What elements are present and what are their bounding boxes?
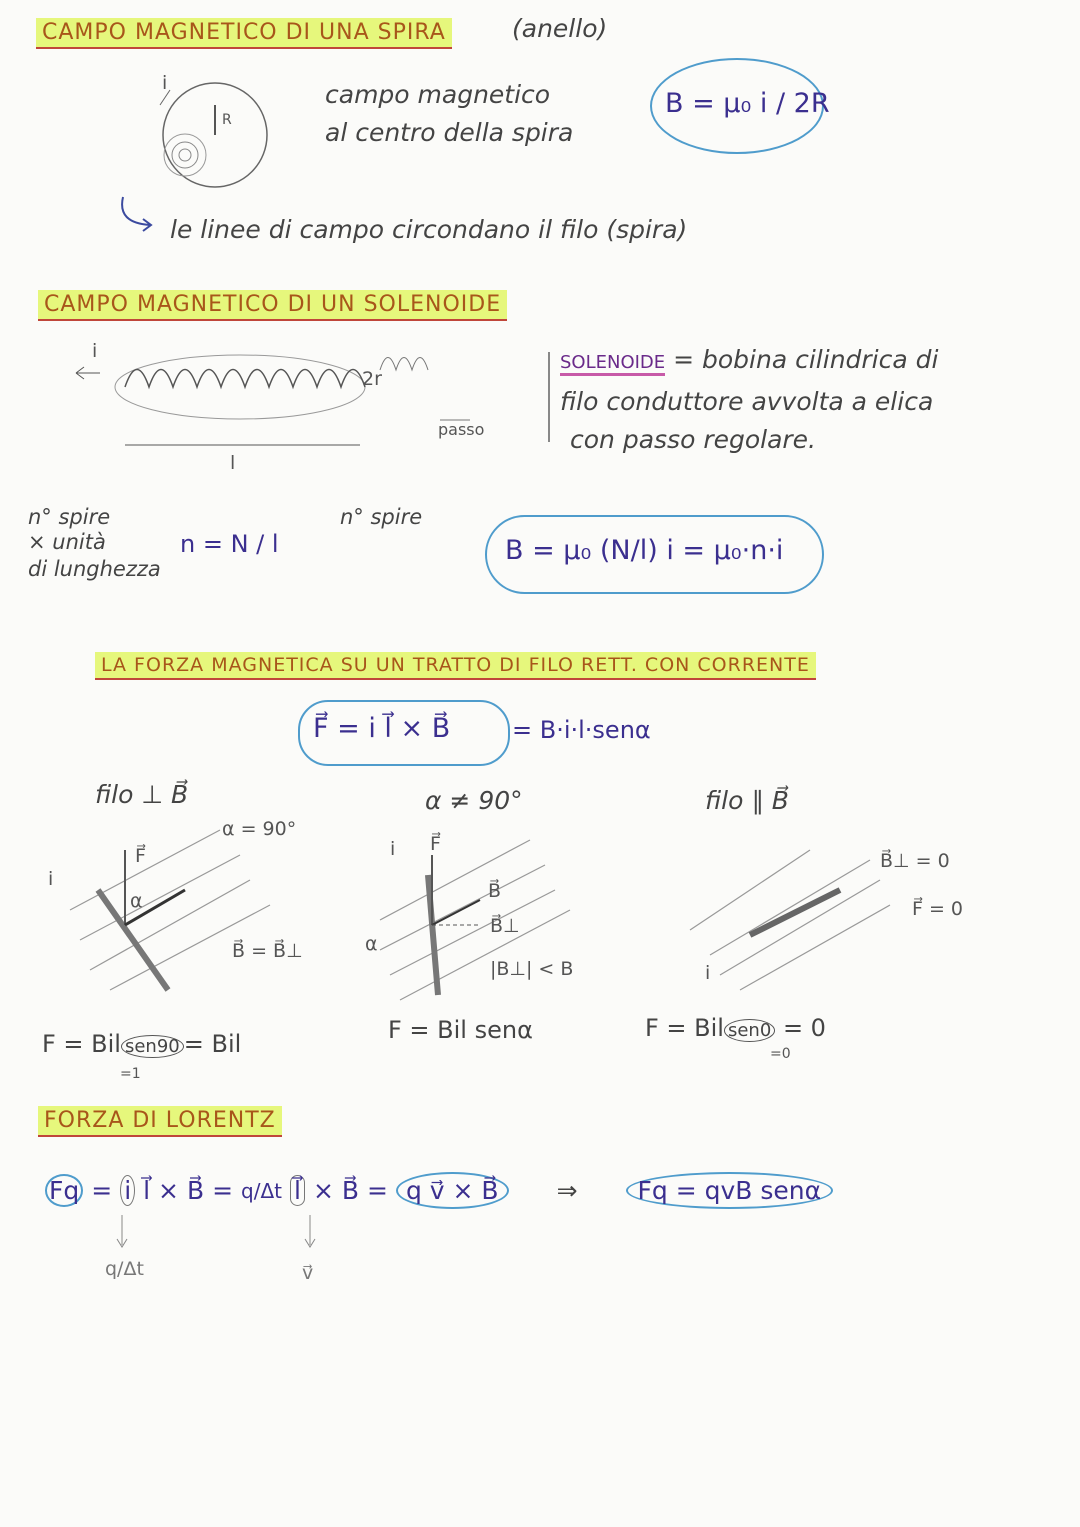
case-3-diagram xyxy=(680,840,910,1000)
n-formula: n = N / l xyxy=(180,530,279,558)
case-2-label-magnitude: |B⊥| < B xyxy=(490,958,574,980)
case-2-label-F: F⃗ xyxy=(430,833,441,855)
solenoid-formula: B = μ₀ (N/l) i = μ₀·n·i xyxy=(505,535,784,566)
n-label-2: × unità xyxy=(28,530,106,554)
sub-l: v⃗ xyxy=(302,1262,314,1284)
lorentz-qvxB: q v⃗ × B⃗ xyxy=(396,1172,509,1209)
diameter-label: 2r xyxy=(362,368,382,390)
lorentz-eq: = xyxy=(367,1176,388,1205)
lorentz-xB: × B⃗ xyxy=(312,1176,360,1205)
lorentz-q-dt: q/Δt xyxy=(241,1178,283,1203)
loop-description-2: al centro della spira xyxy=(325,118,574,147)
loop-diagram xyxy=(130,70,290,200)
case-1-diagram xyxy=(50,840,310,1000)
case-3-result-tail: = 0 xyxy=(782,1014,826,1042)
case-1-result-circled: sen90 xyxy=(121,1035,184,1058)
case-1-label-i: i xyxy=(48,868,54,890)
loop-description-1: campo magnetico xyxy=(325,80,551,109)
case-2-label-B: B⃗ xyxy=(488,880,502,902)
definition-line-3: con passo regolare. xyxy=(570,425,817,454)
N-label: n° spire xyxy=(340,505,423,529)
solenoid-diagram xyxy=(70,345,520,465)
n-label-3: di lunghezza xyxy=(28,557,161,581)
arrow-down-icon xyxy=(112,1215,132,1255)
definition-line-2: filo conduttore avvolta a elica xyxy=(560,387,934,416)
case-3-result: F = Bil xyxy=(645,1014,724,1042)
current-label: i xyxy=(162,72,168,94)
lorentz-result: Fq = qvB senα xyxy=(626,1172,834,1209)
case-1-label-F: F⃗ xyxy=(135,845,146,867)
case-1-result: F = Bil xyxy=(42,1030,121,1058)
case-2-result: F = Bil senα xyxy=(388,1016,533,1044)
section-title-force: LA FORZA MAGNETICA SU UN TRATTO DI FILO RETT. CON CORRENTE xyxy=(95,652,816,680)
case-3-note: =0 xyxy=(770,1046,791,1062)
definition-line-1: = bobina cilindrica di xyxy=(673,345,939,374)
case-1-heading: filo ⊥ B⃗ xyxy=(95,780,189,809)
loop-formula: B = μ₀ i / 2R xyxy=(665,88,830,119)
implies-arrow: ⇒ xyxy=(556,1176,578,1205)
case-2-label-alpha: α xyxy=(365,933,378,955)
case-1-note: =1 xyxy=(120,1066,141,1082)
n-label-1: n° spire xyxy=(28,505,111,529)
case-1-result-tail: = Bil xyxy=(183,1030,242,1058)
arrow-icon xyxy=(115,195,165,235)
case-1-label-alpha: α xyxy=(130,890,143,912)
lorentz-eq: = xyxy=(91,1176,113,1205)
case-2-heading: α ≠ 90° xyxy=(425,786,523,815)
case-1-label-B: B⃗ = B⃗⊥ xyxy=(232,940,303,962)
section-subtitle: (anello) xyxy=(512,14,608,43)
divider xyxy=(548,352,550,442)
lorentz-Fq: Fq xyxy=(45,1174,83,1207)
pitch-label: passo xyxy=(438,420,485,439)
case-3-label-F: F⃗ = 0 xyxy=(912,898,964,920)
force-formula-rest: = B·i·l·senα xyxy=(512,716,651,744)
lorentz-eq: = xyxy=(212,1176,234,1205)
lorentz-i: i xyxy=(120,1175,135,1206)
case-3-label-i: i xyxy=(705,962,711,984)
definition-term: SOLENOIDE xyxy=(560,352,665,376)
force-formula-boxed: F⃗ = i l⃗ × B⃗ xyxy=(313,713,451,744)
lorentz-lxB: l⃗ × B⃗ xyxy=(143,1176,205,1205)
case-3-result-circled: sen0 xyxy=(724,1019,775,1042)
section-title-loop: CAMPO MAGNETICO DI UNA SPIRA xyxy=(36,18,452,49)
radius-label: R xyxy=(222,112,232,128)
case-3-label-Bperp: B⃗⊥ = 0 xyxy=(880,850,950,872)
section-title-solenoid: CAMPO MAGNETICO DI UN SOLENOIDE xyxy=(38,290,507,321)
arrow-down-icon xyxy=(300,1215,320,1255)
loop-note: le linee di campo circondano il filo (spira) xyxy=(170,215,688,244)
case-2-label-i: i xyxy=(390,838,396,860)
section-title-lorentz: FORZA DI LORENTZ xyxy=(38,1106,282,1137)
lorentz-l: l⃗ xyxy=(290,1175,305,1206)
length-label: l xyxy=(230,452,236,474)
solenoid-current-label: i xyxy=(92,340,98,362)
case-2-label-Bperp: B⃗⊥ xyxy=(490,915,520,937)
sub-i: q/Δt xyxy=(105,1258,144,1280)
case-3-heading: filo ∥ B⃗ xyxy=(705,786,789,815)
case-1-angle: α = 90° xyxy=(222,818,297,840)
